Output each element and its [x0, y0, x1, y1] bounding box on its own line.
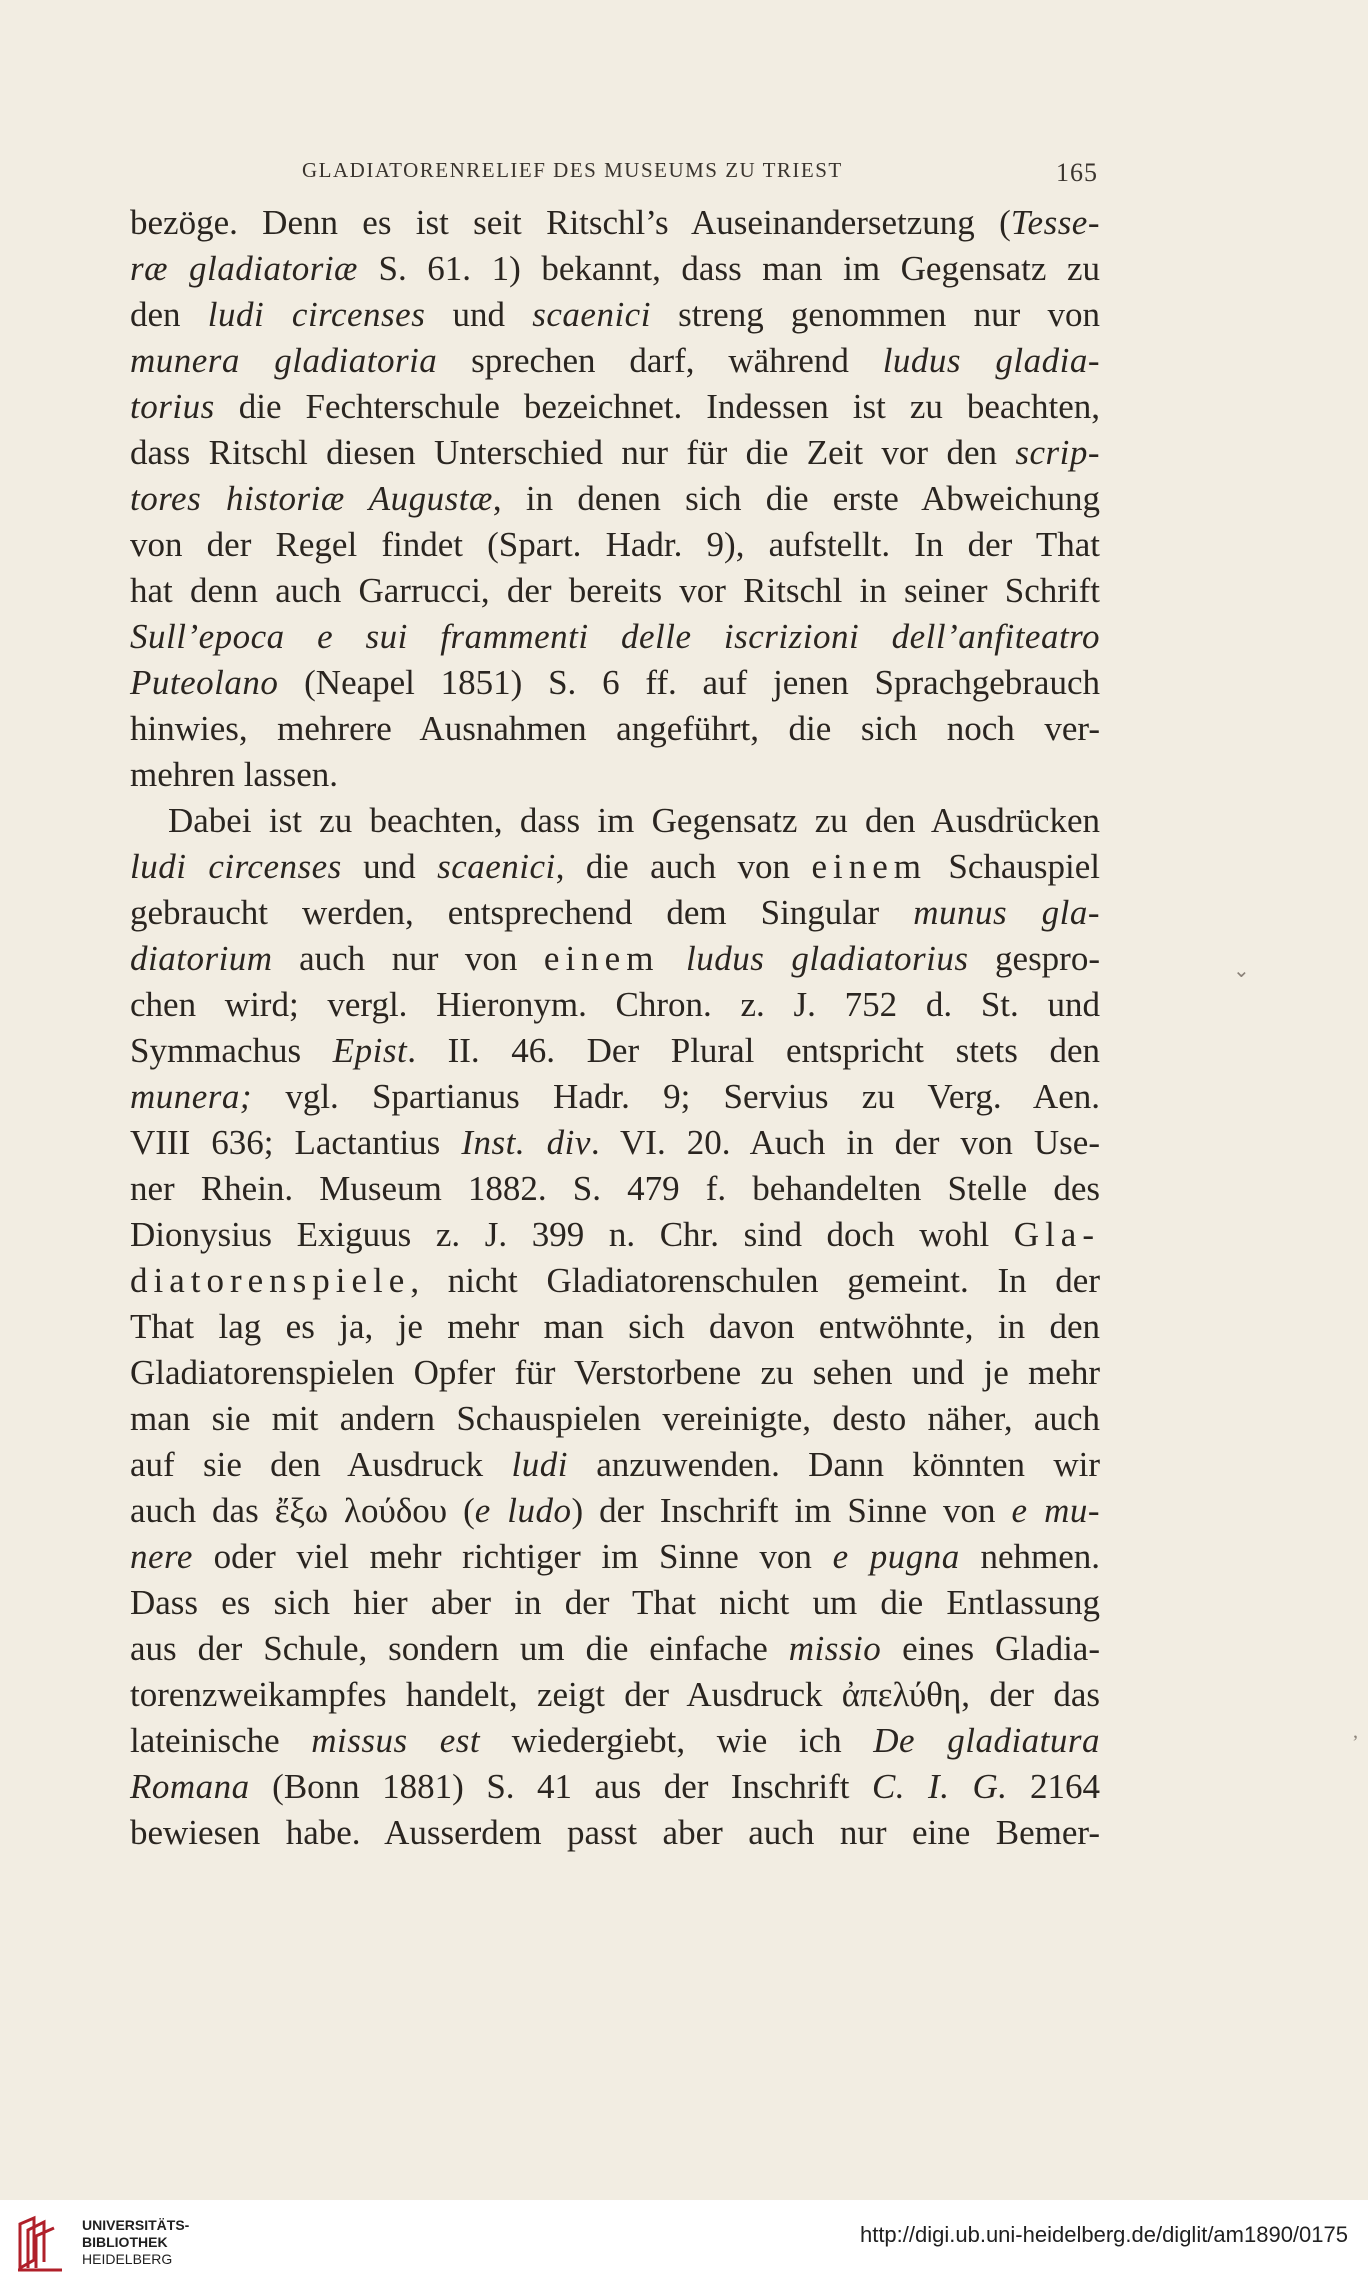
text-line: [130, 614, 1100, 660]
italic-run: Inst. div: [461, 1123, 591, 1162]
library-name-line: HEIDELBERG: [82, 2251, 173, 2267]
spaced-run: einem: [543, 939, 660, 978]
text-line: [130, 1258, 1100, 1304]
italic-run: Romana: [130, 1767, 250, 1806]
italic-run: diatorium: [130, 939, 273, 978]
text-run: hinwies, mehrere Ausnahmen angeführt, die sich noch ver-: [130, 709, 1100, 748]
text-line: [130, 1396, 1100, 1442]
italic-run: e ludo: [474, 1491, 572, 1530]
text-run: S. 61. 1) bekannt, dass man im Gegensatz zu: [357, 249, 1100, 288]
italic-run: missio: [788, 1629, 882, 1668]
text-run: lateinische: [130, 1721, 312, 1760]
text-run: 2164: [1007, 1767, 1100, 1806]
italic-run: Sull’epoca e sui frammenti delle iscrizioni dell’anfiteatro: [130, 617, 1100, 656]
italic-run: e pugna: [832, 1537, 960, 1576]
text-line: [130, 1304, 1100, 1350]
text-run: . VI. 20. Auch in der von Use-: [590, 1123, 1100, 1162]
text-line: [130, 1488, 1100, 1534]
italic-run: ludi circenses: [130, 847, 342, 886]
italic-run: scaenici: [437, 847, 556, 886]
text-run: (Bonn 1881) S. 41 aus der Inschrift: [249, 1767, 872, 1806]
italic-run: tores historiæ Augustæ: [130, 479, 493, 518]
text-run: nehmen.: [959, 1537, 1101, 1576]
italic-run: ludus gladiatorius: [685, 939, 969, 978]
text-run: bewiesen habe. Ausserdem passt aber auch nur eine Bemer-: [130, 1813, 1100, 1852]
text-line: [130, 430, 1100, 476]
text-run: man sie mit andern Schauspielen vereinigte, desto näher, auch: [130, 1399, 1100, 1438]
italic-run: munera gladiatoria: [130, 341, 438, 380]
italic-run: scaenici: [532, 295, 651, 334]
text-line: [130, 1672, 1100, 1718]
text-run: , die auch von: [555, 847, 812, 886]
text-run: von der Regel findet (Spart. Hadr. 9), aufstellt. In der That: [130, 525, 1100, 564]
text-run: Gladiatorenspielen Opfer für Verstorbene zu sehen und je mehr: [130, 1353, 1100, 1392]
text-run: . II. 46. Der Plural entspricht stets den: [407, 1031, 1100, 1070]
text-line: [130, 660, 1100, 706]
library-logo-icon: [14, 2214, 70, 2272]
text-line: [130, 1074, 1100, 1120]
margin-mark: ʼ: [1352, 1732, 1359, 1754]
library-name-line: BIBLIOTHEK: [82, 2234, 168, 2250]
text-run: und: [341, 847, 438, 886]
italic-run: scrip-: [1015, 433, 1100, 472]
text-run: auf sie den Ausdruck: [130, 1445, 512, 1484]
italic-run: torius: [130, 387, 215, 426]
text-line: [130, 1810, 1100, 1856]
text-line: [130, 522, 1100, 568]
text-run: anzuwenden. Dann könnten wir: [567, 1445, 1101, 1484]
italic-run: missus est: [311, 1721, 481, 1760]
text-run: oder viel mehr richtiger im Sinne von: [192, 1537, 833, 1576]
text-run: mehren lassen.: [130, 755, 338, 794]
text-line: [130, 706, 1100, 752]
text-line: [130, 1442, 1100, 1488]
text-run: auch das ἔξω λούδου (: [130, 1491, 475, 1530]
text-run: aus der Schule, sondern um die einfache: [130, 1629, 789, 1668]
italic-run: Tesse-: [1010, 203, 1100, 242]
italic-run: ludi: [511, 1445, 568, 1484]
italic-run: ludus gladia-: [882, 341, 1101, 380]
text-run: auch nur von: [272, 939, 544, 978]
text-run: ner Rhein. Museum 1882. S. 479 f. behandelten Stelle des: [130, 1169, 1100, 1208]
text-run: chen wird; vergl. Hieronym. Chron. z. J. 752 d. St. und: [130, 985, 1100, 1024]
text-run: VIII 636; Lactantius: [130, 1123, 462, 1162]
text-run: That lag es ja, je mehr man sich davon entwöhnte, in den: [130, 1307, 1100, 1346]
text-line: [130, 1350, 1100, 1396]
text-run: vgl. Spartianus Hadr. 9; Servius zu Verg. Aen.: [252, 1077, 1100, 1116]
text-run: Dabei ist zu beachten, dass im Gegensatz zu den Ausdrücken: [168, 801, 1100, 840]
text-line: [130, 844, 1100, 890]
text-line: [130, 1120, 1100, 1166]
text-line: [130, 200, 1100, 246]
text-run: [659, 939, 686, 978]
text-line: [130, 1534, 1100, 1580]
text-run: hat denn auch Garrucci, der bereits vor Ritschl in seiner Schrift: [130, 571, 1100, 610]
text-line: [130, 982, 1100, 1028]
text-run: den: [130, 295, 208, 334]
body-text: [130, 200, 1100, 1856]
running-head: [290, 158, 1098, 188]
text-run: Schauspiel: [926, 847, 1101, 886]
source-url-link[interactable]: http://digi.ub.uni-heidelberg.de/diglit/am1890/0175: [859, 2222, 1348, 2247]
text-line: [130, 338, 1100, 384]
italic-run: ludi circenses: [207, 295, 426, 334]
text-run: ) der Inschrift im Sinne von: [571, 1491, 1012, 1530]
text-run: und: [425, 295, 533, 334]
text-run: wiedergiebt, wie ich: [480, 1721, 874, 1760]
text-line: [130, 936, 1100, 982]
text-line: [130, 1166, 1100, 1212]
spaced-run: diatorenspiele: [130, 1261, 411, 1300]
text-line: [130, 752, 1100, 798]
text-line: [130, 1580, 1100, 1626]
text-run: , nicht Gladiatorenschulen gemeint. In der: [410, 1261, 1100, 1300]
spaced-run: Gla-: [1013, 1215, 1100, 1254]
text-line: [130, 476, 1100, 522]
text-run: Symmachus: [130, 1031, 333, 1070]
italic-run: munus gla-: [913, 893, 1100, 932]
footer-bar: [0, 2200, 1368, 2285]
text-line: [130, 568, 1100, 614]
text-line: [130, 1212, 1100, 1258]
italic-run: e mu-: [1011, 1491, 1100, 1530]
text-line: [130, 384, 1100, 430]
text-run: gebraucht werden, entsprechend dem Singular: [130, 893, 914, 932]
italic-run: nere: [130, 1537, 193, 1576]
spaced-run: einem: [811, 847, 927, 886]
margin-mark: ⌄: [1233, 960, 1250, 982]
text-run: Dionysius Exiguus z. J. 399 n. Chr. sind doch wohl: [130, 1215, 1014, 1254]
italic-run: Epist: [332, 1031, 408, 1070]
text-line: [130, 246, 1100, 292]
text-line: [130, 1718, 1100, 1764]
text-line: [130, 292, 1100, 338]
italic-run: De gladiatura: [873, 1721, 1101, 1760]
library-name-line: UNIVERSITÄTS-: [82, 2217, 190, 2233]
text-line: [130, 1764, 1100, 1810]
text-run: die Fechterschule bezeichnet. Indessen ist zu beachten,: [214, 387, 1100, 426]
text-run: Dass es sich hier aber in der That nicht um die Entlassung: [130, 1583, 1100, 1622]
text-run: bezöge. Denn es ist seit Ritschl’s Auseinandersetzung (: [130, 203, 1011, 242]
text-run: gespro-: [968, 939, 1100, 978]
italic-run: munera;: [130, 1077, 253, 1116]
text-line: [130, 890, 1100, 936]
text-run: sprechen darf, während: [437, 341, 883, 380]
text-run: torenzweikampfes handelt, zeigt der Ausdruck ἀπελύθη, der das: [130, 1675, 1100, 1714]
text-run: (Neapel 1851) S. 6 ff. auf jenen Sprachgebrauch: [278, 663, 1100, 702]
text-run: streng genommen nur von: [650, 295, 1100, 334]
text-line: [130, 798, 1100, 844]
running-title: GLADIATORENRELIEF DES MUSEUMS ZU TRIEST: [302, 158, 843, 182]
italic-run: C. I. G.: [871, 1767, 1008, 1806]
italic-run: Puteolano: [130, 663, 279, 702]
text-run: , in denen sich die erste Abweichung: [492, 479, 1100, 518]
page-number: 165: [1056, 158, 1098, 187]
text-line: [130, 1626, 1100, 1672]
text-line: [130, 1028, 1100, 1074]
text-run: dass Ritschl diesen Unterschied nur für die Zeit vor den: [130, 433, 1016, 472]
text-run: eines Gladia-: [881, 1629, 1100, 1668]
italic-run: ræ gladiatoriæ: [130, 249, 358, 288]
library-name: [82, 2217, 189, 2268]
